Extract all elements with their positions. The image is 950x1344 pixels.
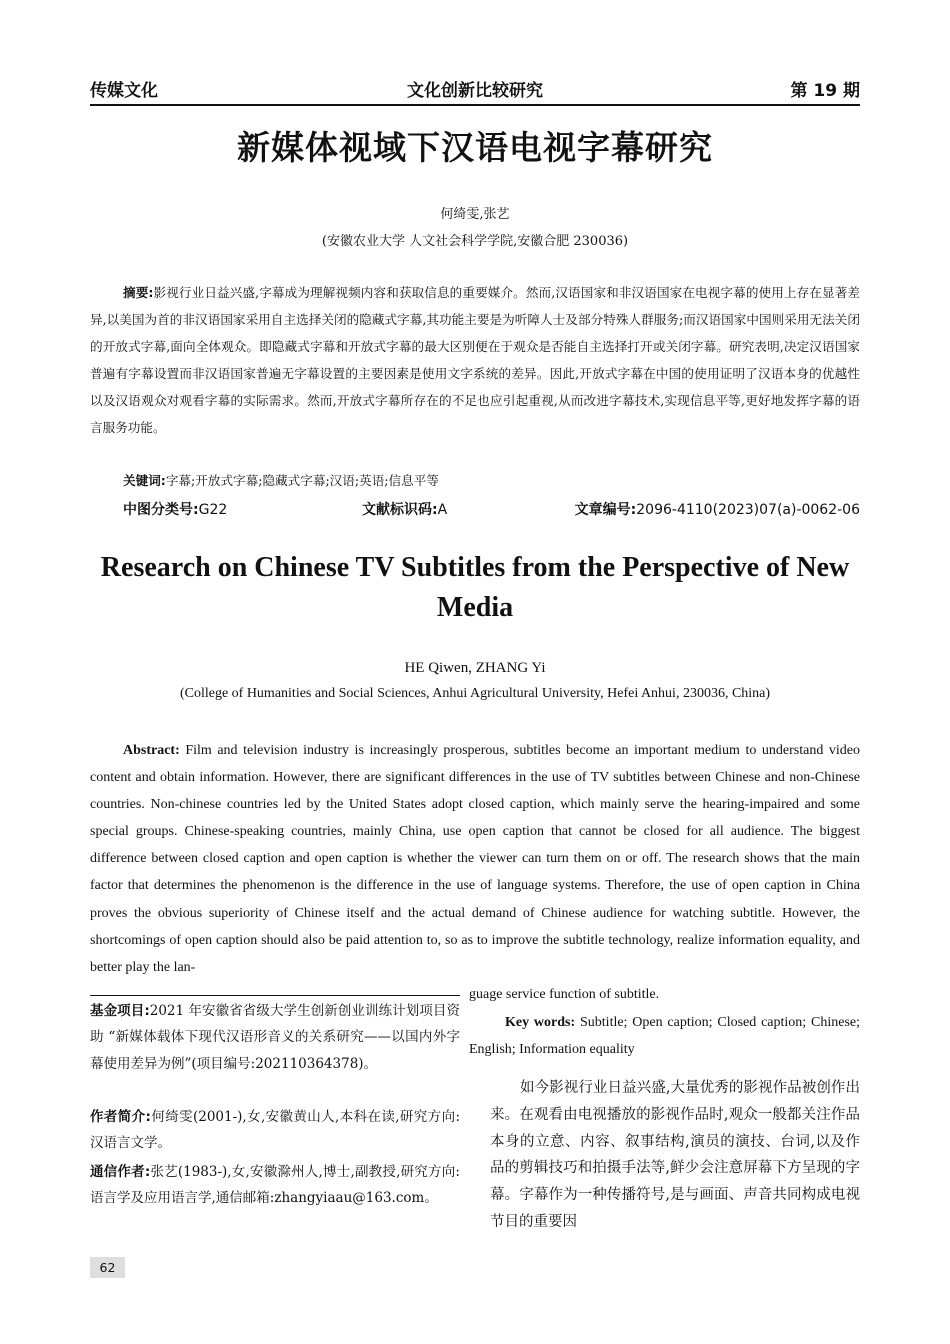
- article-number: [575, 499, 860, 519]
- affiliation-cn: (安徽农业大学 人文社会科学学院,安徽合肥 230036): [321, 234, 629, 249]
- keywords-cn-text: 字幕;开放式字幕;隐藏式字幕;汉语;英语;信息平等: [165, 473, 439, 488]
- clc-value: G22: [198, 502, 228, 518]
- doc-value: A: [437, 502, 448, 518]
- abstract-cn-text: 影视行业日益兴盛,字幕成为理解视频内容和获取信息的重要媒介。然而,汉语国家和非汉语国家在电视字幕的使用上存在显著差异,以美国为首的非汉语国家采用自主选择关闭的隐藏式字幕,其功能主要是为听障人士及部分特殊人群服务;而汉语国家中国则采用无法关闭的开放式字幕,面向全体观众。即隐藏式字幕和开放式字幕的最大区别便在于观众是否能自主选择打开或关闭字幕。研究表明,决定汉语国家普遍有字幕设置而非汉语国家普遍无字幕设置的主要因素是使用文字系统的差异。因此,开放式字幕在中国的使用证明了汉语本身的优越性以及汉语观众对观看字幕的实际需求。然而,开放式字幕所存在的不足也应引起重视,从而改进字幕技术,实现信息平等,更好地发挥字幕的语言服务功能。: [90, 285, 860, 435]
- author-label: 作者简介:: [90, 1109, 151, 1125]
- author-text: 何绮雯(2001-),女,安徽黄山人,本科在读,研究方向:汉语言文学。: [90, 1109, 460, 1152]
- journal-name: 文化创新比较研究: [407, 81, 543, 101]
- keywords-cn-label: 关键词:: [123, 473, 166, 488]
- article-label: 文章编号:: [574, 502, 637, 518]
- authors-cn: 何绮雯,张艺: [440, 207, 510, 222]
- keywords-en-text: Subtitle; Open caption; Closed caption; Chinese; English; Information equality: [469, 1015, 861, 1057]
- abstract-en: [90, 737, 860, 981]
- article-value: 2096-4110(2023)07(a)-0062-06: [636, 502, 860, 518]
- doc-label: 文献标识码:: [362, 502, 438, 518]
- corresponding-author-note: [90, 1159, 460, 1212]
- title-cn: 新媒体视域下汉语电视字幕研究: [237, 128, 713, 167]
- journal-section: 传媒文化: [90, 81, 158, 101]
- clc-number: [123, 499, 227, 519]
- abstract-cn-label: 摘要:: [123, 285, 154, 300]
- fund-label: 基金项目:: [90, 1003, 150, 1019]
- clc-label: 中图分类号:: [123, 502, 199, 518]
- authors-en: HE Qiwen, ZHANG Yi: [404, 660, 546, 676]
- keywords-cn: [123, 470, 439, 489]
- fund-text: 2021 年安徽省省级大学生创新创业训练计划项目资助 “新媒体载体下现代汉语形音义的关系研究——以国内外字幕使用差异为例”(项目编号:202110364378)。: [90, 1003, 460, 1072]
- page-number: 62: [90, 1257, 125, 1278]
- author-note: [90, 1104, 460, 1157]
- footnote-rule: [90, 995, 460, 996]
- body-paragraph: 如今影视行业日益兴盛,大量优秀的影视作品被创作出来。在观看由电视播放的影视作品时,观众一般都关注作品本身的立意、内容、叙事结构,演员的演技、台词,以及作品的剪辑技巧和拍摄手法等,鲜少会注意屏幕下方呈现的字幕。字幕作为一种传播符号,是与画面、声音共同构成电视节目的重要因: [490, 1080, 860, 1230]
- corr-label: 通信作者:: [90, 1164, 151, 1180]
- issue-number: 第 19 期: [790, 81, 860, 101]
- abstract-cn: [90, 279, 860, 441]
- title-en: Research on Chinese TV Subtitles from the Perspective of New Media: [100, 552, 850, 623]
- abstract-en-tail: guage service function of subtitle.: [469, 987, 660, 1002]
- affiliation-en: (College of Humanities and Social Sciences, Anhui Agricultural University, Hefei Anhui, 230036, China): [179, 686, 771, 701]
- abstract-en-label: Abstract:: [123, 743, 180, 758]
- abstract-en-text: Film and television industry is increasingly prosperous, subtitles become an important medium to understand video content and obtain information. However, there are significant differences in the use of TV subtitles between Chinese and non-Chinese countries. Non-chinese countries led by the United States adopt closed caption, which mainly serve the hearing-impaired and some special groups. Chinese-speaking countries, mainly China, use open caption that cannot be closed for all audience. The biggest difference between closed caption and open caption is whether the viewer can turn them on or off. The research shows that the main factor that determines the phenomenon is the difference in the use of language systems. Therefore, the use of open caption in China proves the obvious superiority of Chinese itself and the actual demand of Chinese audience for watching subtitle. However, the shortcomings of open caption should also be paid attention to, so as to improve the subtitle technology, realize information equality, and better play the lan-: [90, 743, 860, 975]
- keywords-en-label: Key words:: [505, 1015, 576, 1030]
- document-code: [362, 499, 447, 519]
- keywords-en: [469, 1009, 860, 1063]
- corr-text: 张艺(1983-),女,安徽滁州人,博士,副教授,研究方向:语言学及应用语言学,通信邮箱:zhangyiaau@163.com。: [90, 1164, 460, 1207]
- fund-note: [90, 998, 460, 1077]
- header-rule: [90, 104, 860, 106]
